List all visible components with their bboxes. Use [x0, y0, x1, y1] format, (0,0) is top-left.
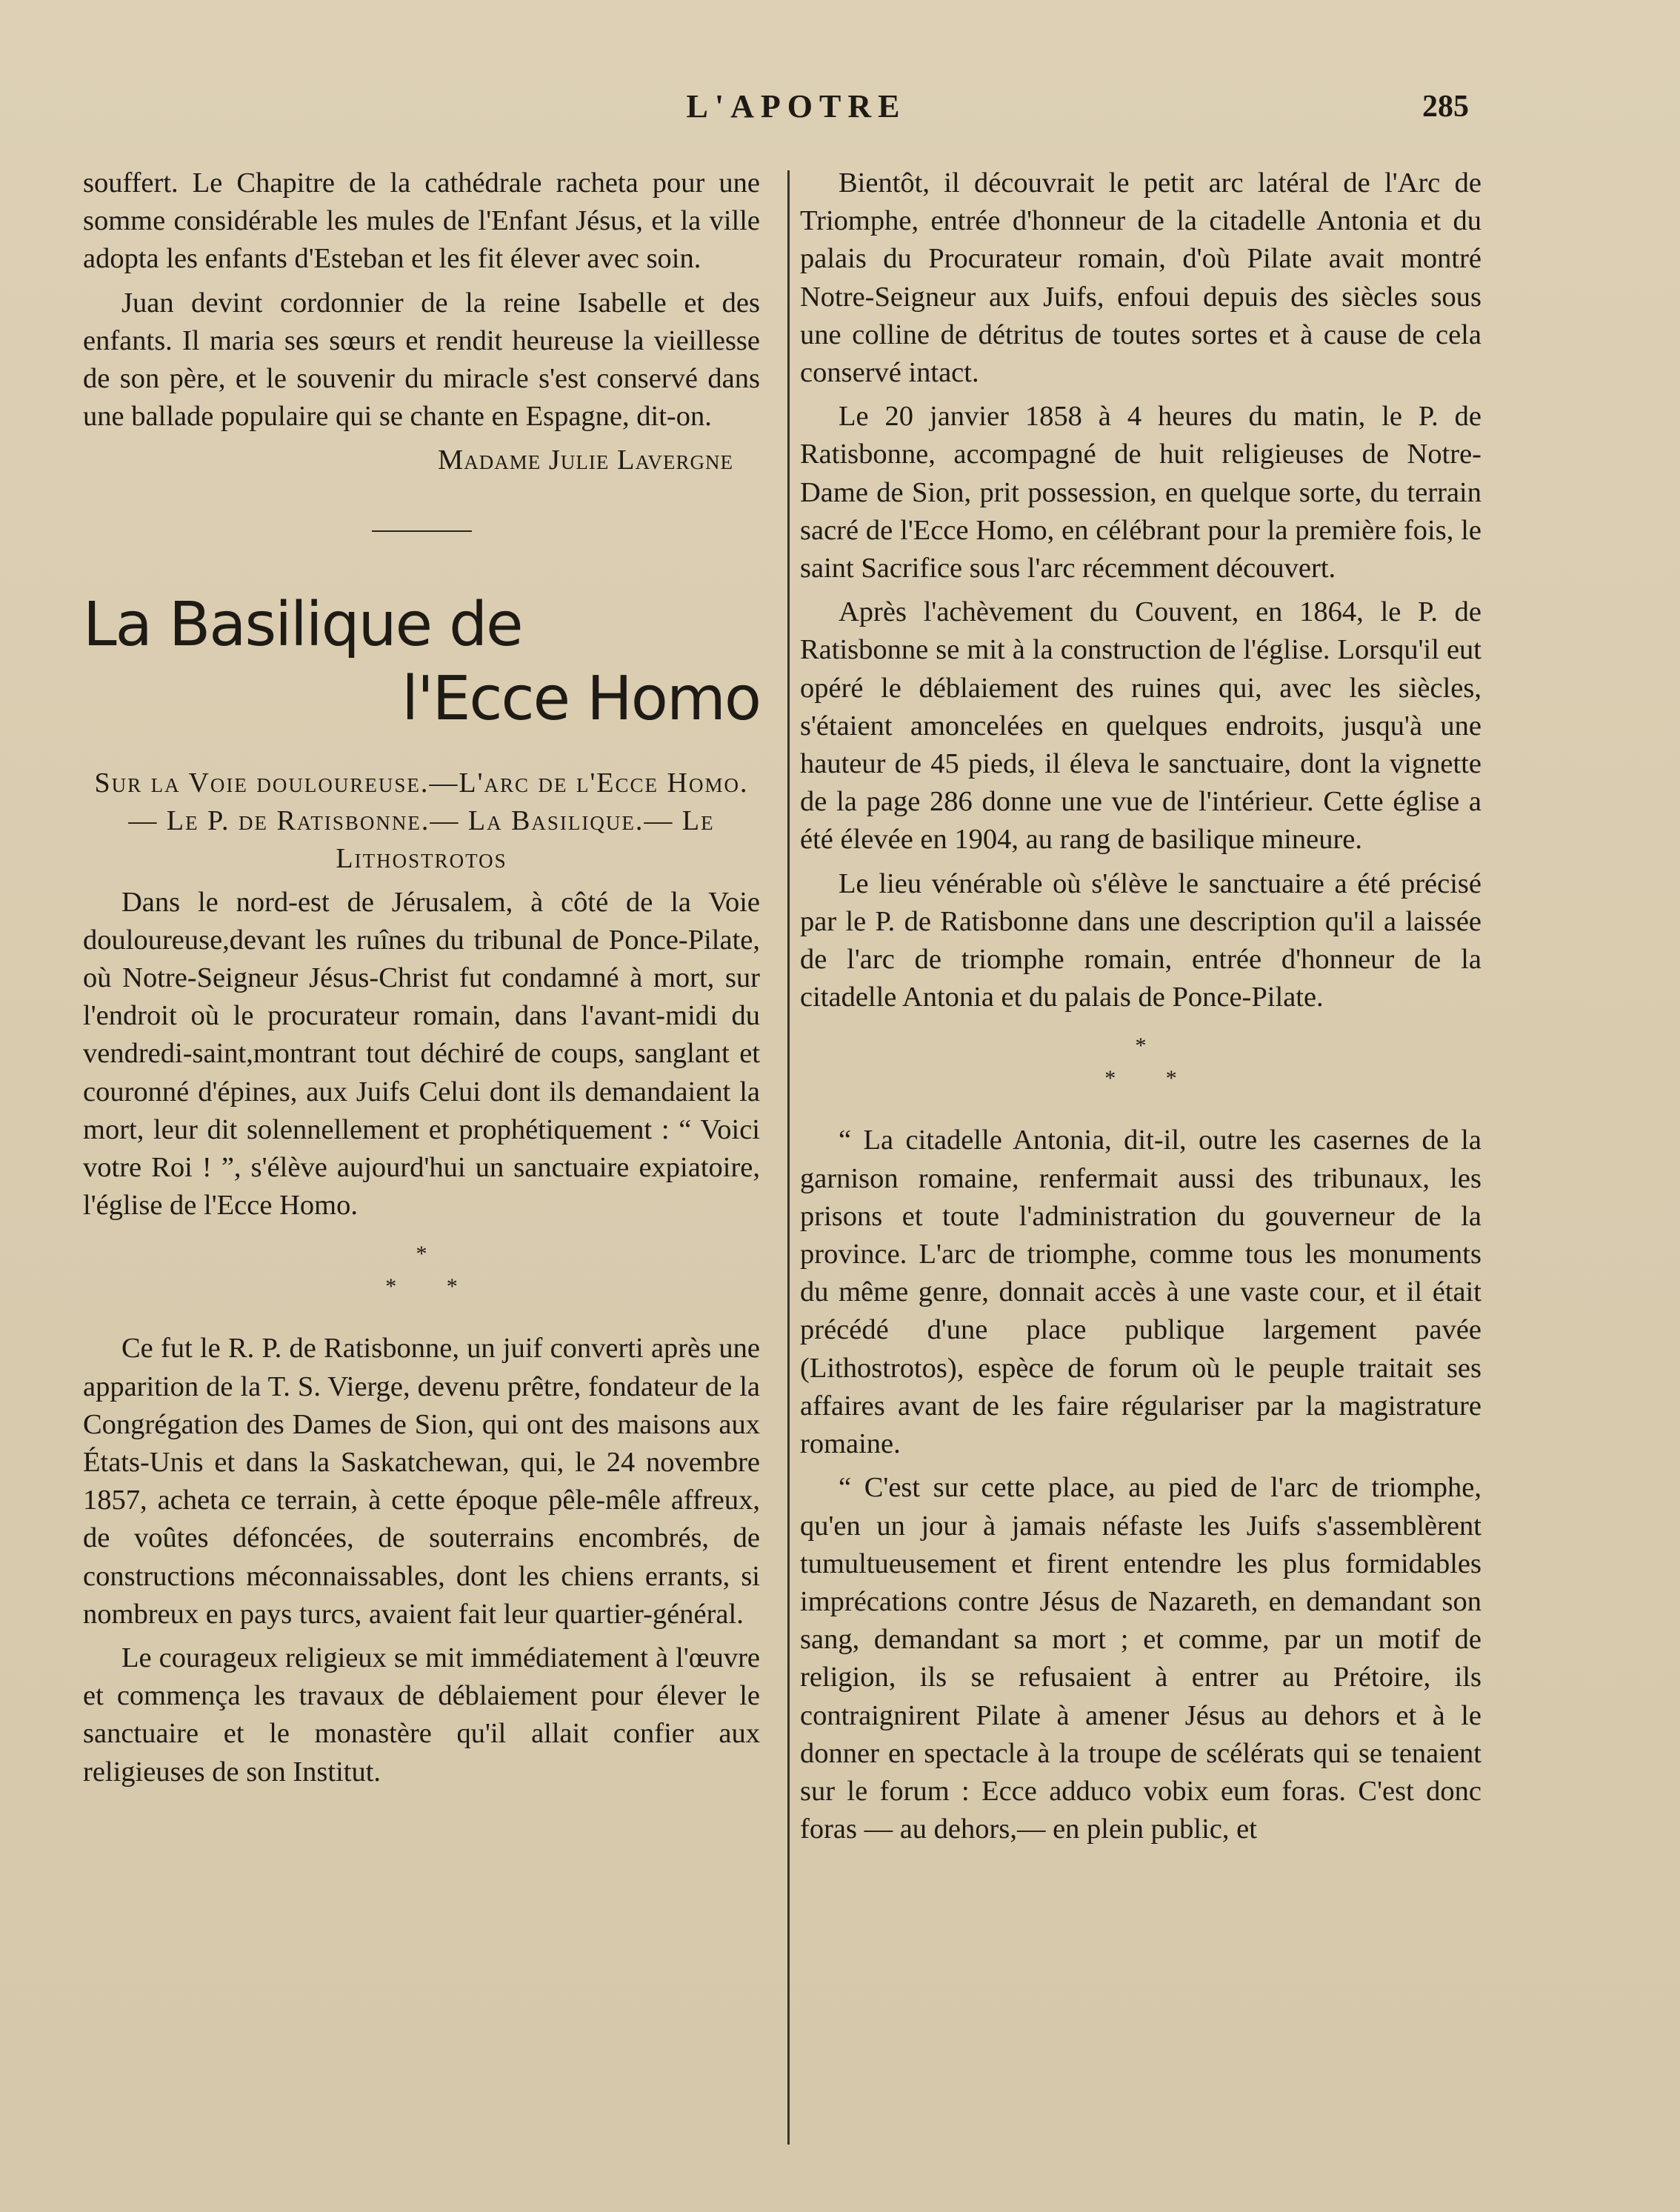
star-ornament-bottom: * *: [1104, 1066, 1199, 1091]
right-column: [800, 164, 1481, 1854]
article-paragraph: Après l'achèvement du Couvent, en 1864, le P. de Ratisbonne se mit à la construction de l'église. Lorsqu'il eut opéré le déblaiement des ruines qui, avec les siècles, s'étaient amoncelées en quelques endroits, jusqu'à une hauteur de 45 pieds, il éleva le sanctuaire, dont la vignette de la page 286 donne une vue de l'intérieur. Cette église a été élevée en 1904, au rang de basilique mineure.: [800, 596, 1481, 856]
column-divider: [787, 170, 790, 2145]
author-signature: Madame Julie Lavergne: [438, 444, 733, 476]
article-paragraph: “ C'est sur cette place, au pied de l'arc de triomphe, qu'en un jour à jamais néfaste les Juifs s'assemblèrent tumultueusement et firent entendre les plus formidables imprécations contre Jésus de Nazareth, en demandant son sang, demandant sa mort ; et comme, par un motif de religion, ils se refusaient à entrer au Prétoire, ils contraignirent Pilate à amener Jésus au dehors et à le donner en spectacle à la troupe de scélérats qui se tenaient sur le forum : Ecce adduco vobix eum foras. C'est donc foras — au dehors,— en plein public, et: [800, 1472, 1481, 1845]
left-column: [83, 164, 760, 1797]
section-stars: [800, 1030, 1481, 1095]
article-paragraph: “ La citadelle Antonia, dit-il, outre les casernes de la garnison romaine, renfermait aussi des tribunaux, les prisons et toute l'administration du gouverneur de la province. L'arc de triomphe, comme tous les monuments du même genre, donnait accès à une vaste cour, et il était précédé d'une place publique largement pavée (Lithostrotos), espèce de forum où le peuple traitait ses affaires avant de les faire régulariser par la magistrature romaine.: [800, 1125, 1481, 1460]
article-paragraph: Le 20 janvier 1858 à 4 heures du matin, le P. de Ratisbonne, accompagné de huit religieuses de Notre-Dame de Sion, prit possession, en quelque sorte, du terrain sacré de l'Ecce Homo, en célébrant pour la première fois, le saint Sacrifice sous l'arc récemment découvert.: [800, 401, 1481, 584]
section-stars: [83, 1238, 760, 1303]
article-paragraph: Le courageux religieux se mit immédiatement à l'œuvre et commença les travaux de déblaiement pour élever le sanctuaire et le monastère qu'il allait confier aux religieuses de son Institut.: [83, 1642, 760, 1788]
article-title-line-1: La Basilique de: [83, 589, 522, 660]
article-title: [83, 588, 760, 736]
running-header-title: L'APOTRE: [686, 88, 907, 124]
article-title-line-2: l'Ecce Homo: [401, 663, 760, 734]
star-ornament-bottom: * *: [385, 1274, 480, 1299]
article-paragraph: Ce fut le R. P. de Ratisbonne, un juif converti après une apparition de la T. S. Vierge, devenu prêtre, fondateur de la Congrégation des Dames de Sion, qui ont des maisons aux États-Unis et dans la Saskatchewan, qui, le 24 novembre 1857, acheta ce terrain, à cette époque pêle-mêle affreux, de voûtes défoncées, de souterrains encombrés, de constructions méconnaissables, dont les chiens errants, si nombreux en pays turcs, avaient fait leur quartier-général.: [83, 1333, 760, 1630]
article-paragraph: Le lieu vénérable où s'élève le sanctuaire a été précisé par le P. de Ratisbonne dans une description qu'il a laissée de l'arc de triomphe romain, entrée d'honneur de la citadelle Antonia et du palais de Ponce-Pilate.: [800, 867, 1481, 1013]
star-ornament-top: *: [416, 1242, 427, 1267]
page-number: 285: [1422, 90, 1469, 124]
intro-paragraph-1: souffert. Le Chapitre de la cathédrale racheta pour une somme considérable les mules de l'Enfant Jésus, et la ville adopta les enfants d'Esteban et les fit élever avec soin.: [83, 167, 760, 275]
star-ornament-top: *: [1135, 1033, 1147, 1059]
article-paragraph: Bientôt, il découvrait le petit arc latéral de l'Arc de Triomphe, entrée d'honneur de la citadelle Antonia et du palais du Procurateur romain, d'où Pilate avait montré Notre-Seigneur aux Juifs, enfoui depuis des siècles sous une colline de détritus de toutes sortes et à cause de cela conservé intact.: [800, 167, 1481, 389]
article-subheading: Sur la Voie douloureuse.—L'arc de l'Ecce Homo.— Le P. de Ratisbonne.— La Basilique.— Le Lithostrotos: [94, 767, 749, 874]
intro-paragraph-2: Juan devint cordonnier de la reine Isabelle et des enfants. Il maria ses sœurs et rendit heureuse la vieillesse de son père, et le souvenir du miracle s'est conservé dans une ballade populaire qui se chante en Espagne, dit-on.: [83, 287, 760, 433]
section-divider-rule: [372, 530, 472, 532]
article-paragraph: Dans le nord-est de Jérusalem, à côté de la Voie douloureuse,devant les ruînes du tribunal de Ponce-Pilate, où Notre-Seigneur Jésus-Christ fut condamné à mort, sur l'endroit où le procurateur romain, dans l'avant-midi du vendredi-saint,montrant tout déchiré de coups, sanglant et couronné d'épines, aux Juifs Celui dont ils demandaient la mort, leur dit solennellement et prophétiquement : “ Voici votre Roi ! ”, s'élève aujourd'hui un sanctuaire expiatoire, l'église de l'Ecce Homo.: [83, 886, 760, 1222]
